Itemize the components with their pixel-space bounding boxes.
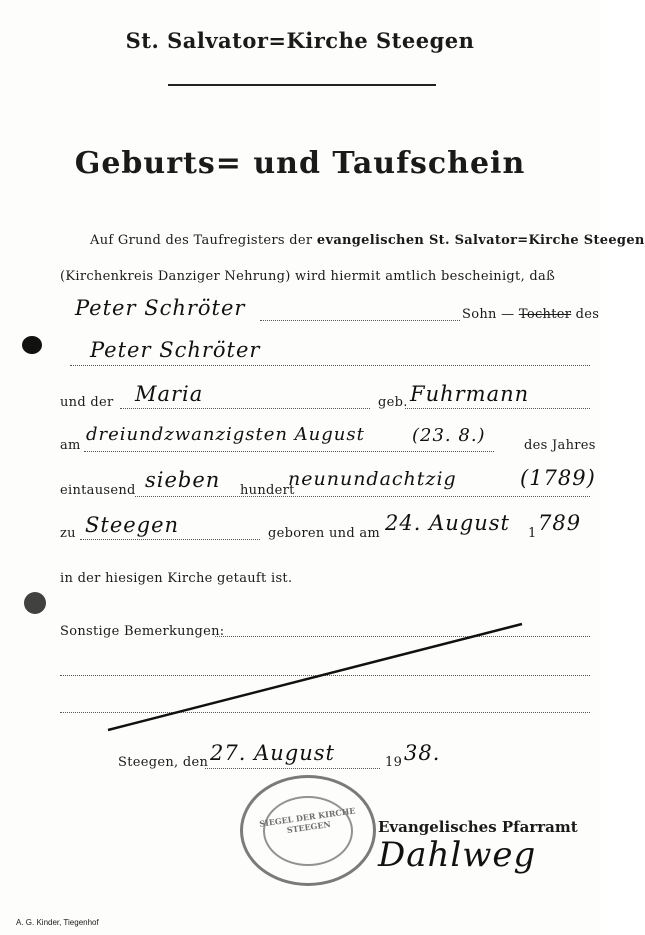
issue-dotline — [205, 768, 380, 769]
mother-first-name: Maria — [135, 382, 204, 406]
label-tochter: Tochter — [518, 307, 572, 322]
remarks-label: Sonstige Bemerkungen: — [60, 624, 225, 639]
label-des-jahres: des Jahres — [524, 438, 596, 453]
intro-line-1-b: evangelischen St. Salvator=Kirche Steegen — [316, 233, 645, 248]
child-name: Peter Schröter — [75, 296, 246, 320]
office-label: Evangelisches Pfarramt — [378, 818, 578, 836]
year-word: neunundachtzig — [288, 468, 457, 490]
pastor-signature: Dahlweg — [378, 835, 537, 875]
label-hundert: hundert — [240, 483, 295, 498]
label-sohn: Sohn — — [462, 307, 515, 322]
hundreds-word: sieben — [145, 468, 221, 492]
church-header: St. Salvator=Kirche Steegen — [125, 28, 475, 53]
printer-imprint: A. G. Kinder, Tiegenhof — [16, 918, 99, 927]
baptism-date: 24. August — [385, 511, 510, 535]
label-des: des — [575, 307, 600, 322]
issue-place: Steegen, den — [118, 755, 209, 770]
document-title: Geburts= und Taufschein — [74, 146, 526, 181]
issue-year: 38. — [404, 741, 441, 765]
year-numeric: (1789) — [520, 466, 596, 490]
issue-date: 27. August — [210, 741, 335, 765]
label-geb: geb. — [378, 395, 408, 410]
intro-line-1-a: Auf Grund des Taufregisters der — [90, 233, 313, 248]
label-eintausend: eintausend — [60, 483, 136, 498]
label-und-der: und der — [60, 395, 114, 410]
label-geboren: geboren und am — [268, 526, 381, 541]
baptism-closing: in der hiesigen Kirche getauft ist. — [60, 571, 293, 586]
baptism-year: 789 — [538, 511, 582, 535]
birth-place: Steegen — [85, 513, 180, 537]
birth-date-numeric: (23. 8.) — [412, 425, 486, 446]
church-seal — [240, 775, 376, 886]
baptism-year-prefix: 1 — [528, 526, 537, 541]
father-name: Peter Schröter — [90, 338, 261, 362]
label-am: am — [60, 438, 81, 453]
label-zu: zu — [60, 526, 76, 541]
seal-text: SIEGEL DER KIRCHE STEEGEN — [258, 805, 356, 835]
issue-year-prefix: 19 — [385, 755, 403, 770]
mother-maiden-name: Fuhrmann — [410, 382, 530, 406]
birth-date-words: dreiundzwanzigsten August — [86, 424, 365, 445]
intro-line-2: (Kirchenkreis Danziger Nehrung) wird hiermit amtlich bescheinigt, daß — [60, 269, 556, 284]
